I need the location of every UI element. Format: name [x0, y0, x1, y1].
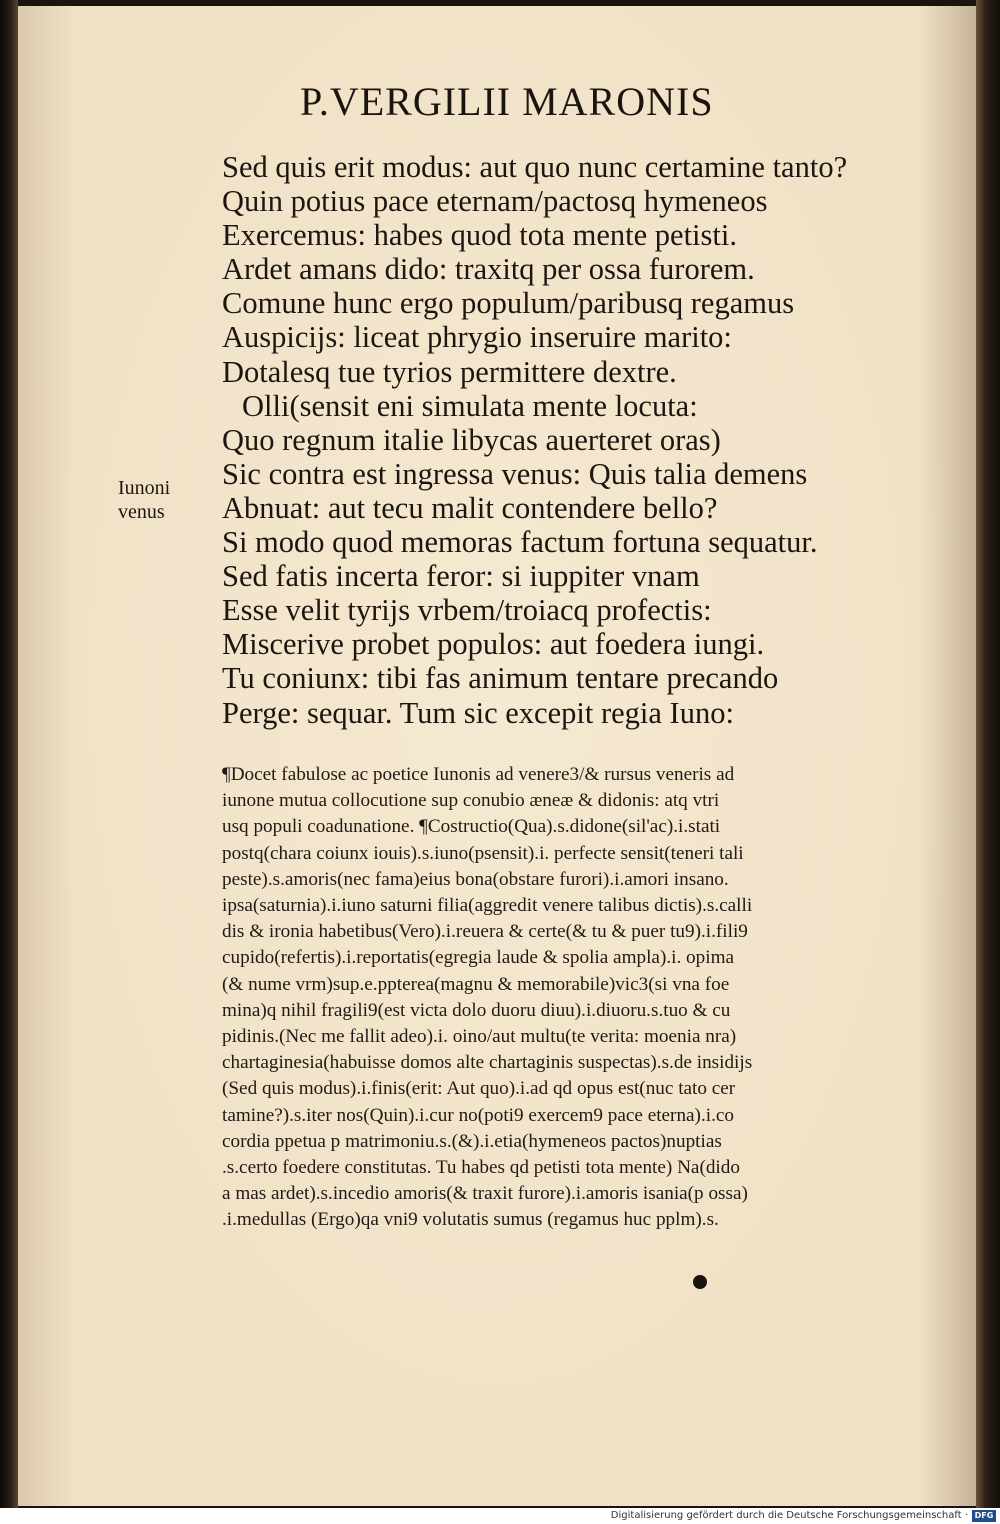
commentary-line: chartaginesia(habuisse domos alte chartaginis suspectas).s.de insidijs: [222, 1052, 753, 1074]
verse-line: Quin potius pace eternam/pactosq hymeneos: [222, 184, 768, 219]
verse-line: Exercemus: habes quod tota mente petisti.: [222, 218, 737, 253]
marginal-note-line: Iunoni: [118, 477, 171, 499]
commentary-line: peste).s.amoris(nec fama)eius bona(obstare furori).i.amori insano.: [222, 868, 729, 890]
verse-line: Comune hunc ergo populum/paribusq regamus: [222, 286, 795, 321]
commentary-line: cordia ppetua p matrimoniu.s.(&).i.etia(hymeneos pactos)nuptias: [222, 1130, 722, 1152]
verse-block: [222, 150, 942, 730]
verse-line: Auspicijs: liceat phrygio inseruire marito:: [222, 320, 732, 355]
commentary-line: tamine?).s.iter nos(Quin).i.cur no(poti9 exercem9 pace eterna).i.co: [222, 1104, 734, 1126]
commentary-line: ipsa(saturnia).i.iuno saturni filia(aggredit venere talibus dictis).s.calli: [222, 895, 753, 917]
commentary-line: ¶Docet fabulose ac poetice Iunonis ad venere3/& rursus veneris ad: [222, 764, 735, 785]
commentary-block: [222, 762, 927, 1234]
commentary-line: cupido(refertis).i.reportatis(egregia laude & spolia ampla).i. opima: [222, 947, 735, 969]
verse-line: Esse velit tyrijs vrbem/troiacq profectis:: [222, 593, 712, 628]
digitization-footer: [0, 1508, 1000, 1524]
page-right-edge: [976, 0, 1000, 1508]
signature-mark: [693, 1275, 707, 1289]
binding-left-edge: [0, 0, 18, 1508]
marginal-note-line: venus: [118, 501, 165, 523]
verse-line: Perge: sequar. Tum sic excepit regia Iuno:: [222, 695, 734, 730]
commentary-line: postq(chara coiunx iouis).s.iuno(psensit).i. perfecte sensit(teneri tali: [222, 842, 744, 864]
running-head: P.VERGILII MARONIS: [300, 79, 714, 124]
verse-line: Quo regnum italie libycas auerteret oras): [222, 422, 721, 457]
commentary-line: .s.certo foedere constitutas. Tu habes qd petisti tota mente) Na(dido: [222, 1157, 740, 1179]
verse-line: Olli(sensit eni simulata mente locuta:: [242, 388, 698, 423]
verse-line: Miscerive probet populos: aut foedera iungi.: [222, 627, 765, 662]
marginal-note: [118, 476, 208, 524]
commentary-line: (& nume vrm)sup.e.ppterea(magnu & memorabile)vic3(si vna foe: [222, 973, 730, 995]
funding-credit: Digitalisierung gefördert durch die Deutsche Forschungsgemeinschaft ·: [610, 1510, 968, 1521]
commentary-line: iunone mutua collocutione sup conubio æneæ & didonis: atq vtri: [222, 790, 720, 812]
commentary-line: a mas ardet).s.incedio amoris(& traxit furore).i.amoris isania(p ossa): [222, 1183, 748, 1205]
commentary-line: (Sed quis modus).i.finis(erit: Aut quo).i.ad qd opus est(nuc tato cer: [222, 1078, 736, 1100]
commentary-line: usq populi coadunatione. ¶Costructio(Qua).s.didone(sil'ac).i.stati: [222, 816, 721, 838]
verse-line: Dotalesq tue tyrios permittere dextre.: [222, 354, 677, 389]
verse-line: Si modo quod memoras factum fortuna sequatur.: [222, 525, 818, 560]
verse-line: Sic contra est ingressa venus: Quis talia demens: [222, 456, 808, 491]
verse-line: Abnuat: aut tecu malit contendere bello?: [222, 490, 718, 525]
commentary-line: dis & ironia habetibus(Vero).i.reuera & certe(& tu & puer tu9).i.fili9: [222, 921, 748, 943]
dfg-logo[interactable]: DFG: [972, 1510, 996, 1522]
verse-line: Sed fatis incerta feror: si iuppiter vnam: [222, 559, 700, 594]
verse-line: Ardet amans dido: traxitq per ossa furorem.: [222, 252, 755, 287]
commentary-line: .i.medullas (Ergo)qa vni9 volutatis sumus (regamus huc pplm).s.: [222, 1209, 719, 1231]
commentary-line: mina)q nihil fragili9(est victa dolo duoru diuu).i.diuoru.s.tuo & cu: [222, 999, 731, 1021]
commentary-line: pidinis.(Nec me fallit adeo).i. oino/aut multu(te verita: moenia nra): [222, 1026, 737, 1048]
verse-line: Sed quis erit modus: aut quo nunc certamine tanto?: [222, 150, 848, 184]
verse-line: Tu coniunx: tibi fas animum tentare precando: [222, 661, 779, 696]
